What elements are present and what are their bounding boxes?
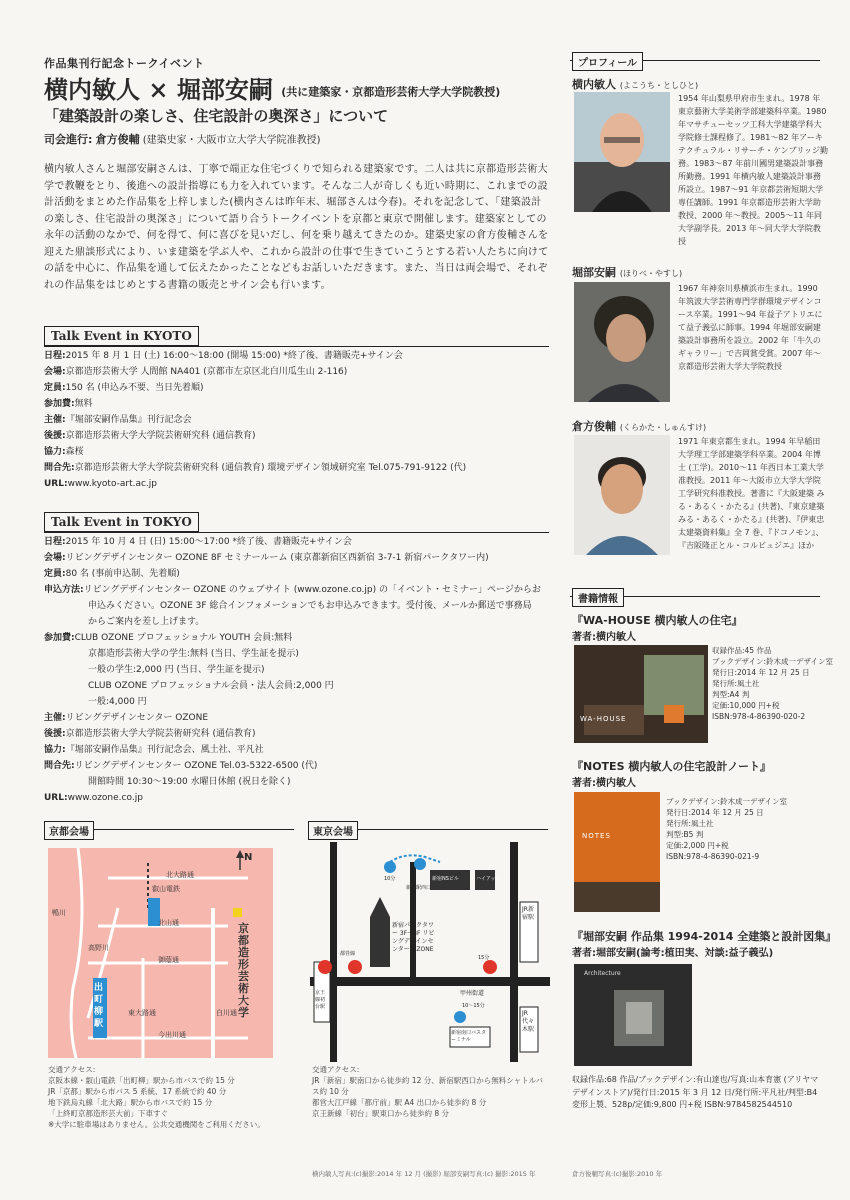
photo-horibe-svg bbox=[574, 282, 670, 402]
kyoto-row bbox=[44, 428, 466, 444]
tokyo-row-label: 申込方法: bbox=[44, 585, 84, 595]
street-label-9: 叡山電鉄 bbox=[152, 885, 180, 893]
tokyo-row-label: 主催: bbox=[44, 713, 66, 723]
photo-kurakata bbox=[574, 435, 670, 555]
kyoto-row-text: 京都造形芸術大学大学院芸術研究科 (通信教育) bbox=[65, 431, 256, 441]
tokyo-row bbox=[44, 646, 541, 662]
bus-stop-label-3: 15分 bbox=[478, 955, 490, 961]
book-cover-horibe-svg bbox=[574, 964, 692, 1066]
tokyo-row-text: リビングデザインセンター OZONE のウェブサイト (www.ozone.co.jp) の「イベント・セミナー」ページからお bbox=[83, 585, 541, 595]
tokyo-row-text: 京都造形芸術大学の学生:無料 (当日、学生証を提示) bbox=[88, 649, 299, 659]
street-label-7: 鴨川 bbox=[52, 909, 66, 917]
tokyo-row bbox=[44, 758, 541, 774]
bio-kurakata: 1971 年東京都生まれ。1994 年早稲田大学理工学部建築学科卒業。2004 年博士 (工学)。2010～11 年西日本工業大学准教授。2011 年～大阪市立大学大学院工学研究科准教授。著書に『大阪建築 みる・あるく・かたる』(共著)、『東京建築 みる・あるく・かたる』(共著)、『伊東忠太建築資料集』全 7 巻、『ドコノモン』、『吉阪隆正とル・コルビュジエ』ほか bbox=[678, 437, 825, 550]
person-kana-kurakata: (くらかた・しゅんすけ) bbox=[619, 423, 707, 432]
kyoto-station-label: 出町柳駅 bbox=[94, 983, 104, 1029]
station-label-4: 都営線 bbox=[340, 951, 356, 957]
photo-kurakata-svg bbox=[574, 435, 670, 555]
book-spec-line: ブックデザイン:鈴木成一デザイン室 bbox=[666, 797, 787, 806]
kyoto-map-label: 京都会場 bbox=[44, 821, 94, 840]
book-spec-line: 発行所:風土社 bbox=[712, 679, 760, 688]
kyoto-row bbox=[44, 444, 466, 460]
landmark-label-2: ハイアット bbox=[476, 876, 501, 882]
tokyo-heading: Talk Event in TOKYO bbox=[44, 512, 199, 532]
book-specs-1 bbox=[712, 645, 833, 722]
north-label: N bbox=[244, 852, 253, 863]
tokyo-row-text: 2015 年 10 月 4 日 (日) 15:00～17:00 *終了後、書籍販売+サイン会 bbox=[65, 537, 352, 547]
road-east bbox=[510, 842, 518, 1062]
tokyo-row bbox=[44, 726, 541, 742]
moderator-line bbox=[44, 131, 321, 147]
tokyo-venue-label: 新宿パークタワー 3F～8F リビングデザインセンター OZONE bbox=[392, 922, 435, 953]
kyoto-row-label: 協力: bbox=[44, 447, 66, 457]
tokyo-row-label: 協力: bbox=[44, 745, 66, 755]
kyoto-row-label: 日程: bbox=[44, 351, 66, 361]
profile-label: プロフィール bbox=[572, 52, 643, 71]
street-label-5: 東大路通 bbox=[128, 1009, 156, 1017]
photo-horibe bbox=[574, 282, 670, 402]
person-name-yokouchi: 横内敏人 bbox=[572, 78, 616, 91]
photo-credits-right: 倉方俊輔写真:(c)撮影:2010 年 bbox=[572, 1170, 663, 1178]
kyoto-row-label: 会場: bbox=[44, 367, 66, 377]
street-label-3: 御蔭通 bbox=[158, 956, 179, 964]
person-name-2 bbox=[572, 264, 682, 280]
tokyo-map bbox=[310, 842, 550, 1062]
landmark-label-4: 新宿南口バスターミナル bbox=[451, 1030, 487, 1043]
tokyo-rule bbox=[44, 532, 549, 533]
book-cover-text-3: Architecture bbox=[584, 970, 621, 977]
event-kicker: 作品集刊行記念トークイベント bbox=[44, 57, 205, 70]
book-cover-wahouse bbox=[574, 645, 708, 743]
kyoto-map bbox=[48, 848, 273, 1058]
book-spec-line: 定価:10,000 円+税 bbox=[712, 701, 780, 710]
moderator-name: 倉方俊輔 bbox=[95, 133, 140, 146]
moderator-label: 司会進行: bbox=[44, 133, 93, 146]
tokyo-row-text: 『堀部安嗣作品集』刊行記念会、風土社、平凡社 bbox=[65, 745, 264, 755]
tokyo-row-text: 一般:4,000 円 bbox=[88, 697, 147, 707]
book-author-1: 著者:横内敏人 bbox=[572, 632, 636, 643]
kyoto-heading: Talk Event in KYOTO bbox=[44, 326, 199, 346]
tokyo-row bbox=[44, 678, 541, 694]
kyoto-row bbox=[44, 460, 466, 476]
photo-yokouchi bbox=[574, 92, 670, 212]
book-spec-line: ブックデザイン:鈴木成一デザイン室 bbox=[712, 657, 833, 666]
tokyo-row bbox=[44, 774, 541, 790]
tokyo-row bbox=[44, 694, 541, 710]
tokyo-details bbox=[44, 534, 541, 806]
tokyo-row-label: 参加費: bbox=[44, 633, 75, 643]
tokyo-row bbox=[44, 630, 541, 646]
street-label-4: 今出川通 bbox=[158, 1031, 186, 1039]
kyoto-row-text: www.kyoto-art.ac.jp bbox=[67, 479, 158, 489]
walk-marker-1 bbox=[348, 960, 362, 974]
street-label-6: 白川通 bbox=[216, 1009, 237, 1017]
person-kana-horibe: (ほりべ・やすし) bbox=[619, 269, 683, 278]
tokyo-row-text: リビングデザインセンター OZONE bbox=[65, 713, 209, 723]
event-subtitle: 「建築設計の楽しさ、住宅設計の奥深さ」について bbox=[44, 107, 389, 125]
tokyo-row-text: 80 名 (事前申込制、先着順) bbox=[65, 569, 180, 579]
tokyo-row-text: 一般の学生:2,000 円 (当日、学生証を提示) bbox=[88, 665, 265, 675]
person-kana-yokouchi: (よこうち・としひと) bbox=[619, 81, 699, 90]
photo-yokouchi-svg bbox=[574, 92, 670, 212]
book-cover-notes bbox=[574, 792, 660, 912]
book-title-2: 『NOTES 横内敏人の住宅設計ノート』 bbox=[572, 760, 771, 773]
person-name-horibe: 堀部安嗣 bbox=[572, 266, 616, 279]
book-specs-2 bbox=[666, 796, 787, 862]
book-spec-line: 収録作品:45 作品 bbox=[712, 646, 772, 655]
venue-marker bbox=[233, 908, 242, 917]
tokyo-row-text: www.ozone.co.jp bbox=[67, 793, 143, 803]
book-spec-line: ISBN:978-4-86390-021-9 bbox=[666, 852, 760, 861]
bus-stop-2 bbox=[414, 858, 426, 870]
kyoto-row-label: 問合先: bbox=[44, 463, 75, 473]
kyoto-details bbox=[44, 348, 466, 492]
tokyo-row bbox=[44, 534, 541, 550]
photo-credits-left: 横内敏人写真:(c)撮影:2014 年 12 月 (撮影) 堀部安嗣写真:(c) 撮影:2015 年 bbox=[312, 1170, 536, 1178]
tokyo-row-text: 京都造形芸術大学大学院芸術研究科 (通信教育) bbox=[65, 729, 256, 739]
tokyo-row-text: リビングデザインセンター OZONE 8F セミナールーム (東京都新宿区西新宿 3-7-1 新宿パークタワー内) bbox=[65, 553, 489, 563]
kyoto-access-notes: 交通アクセス: 京阪本線・叡山電鉄「出町柳」駅から市バスで約 15 分 JR「京都」駅から市バス 5 系統、17 系統で約 40 分 地下鉄烏丸線「北大路」駅から市バスで約 15 分 「上終町京都造形芸大前」下車すぐ ※大学に駐車場はありません。公共交通機関をご利用ください。 bbox=[48, 1065, 265, 1129]
kyoto-row-label: 後援: bbox=[44, 431, 66, 441]
kyoto-row-text: 無料 bbox=[74, 399, 93, 409]
tokyo-row-text: CLUB OZONE プロフェッショナル会員・法人会員:2,000 円 bbox=[88, 681, 334, 691]
station-label-2: JR代々木駅 bbox=[522, 1010, 535, 1033]
person-name-kurakata: 倉方俊輔 bbox=[572, 420, 616, 433]
book-details-3: 収録作品:68 作品/ブックデザイン:有山達也/写真:山本育憲 (アリヤマデザインストア)/発行日:2015 年 3 月 12 日/発行所:平凡社/判型:B4 変形上製、528p/定価:9,800 円+税 ISBN:9784582544510 bbox=[572, 1075, 819, 1109]
kyoto-section-header bbox=[44, 326, 549, 350]
event-title bbox=[44, 70, 500, 105]
tokyo-row-label: 定員: bbox=[44, 569, 66, 579]
tokyo-row-label: URL: bbox=[44, 793, 68, 803]
kyoto-row-text: 150 名 (申込み不要、当日先着順) bbox=[65, 383, 204, 393]
tokyo-access-notes: 交通アクセス: JR「新宿」駅南口から徒歩約 12 分、新宿駅西口から無料シャトルバス約 10 分 都営大江戸線「都庁前」駅 A4 出口から徒歩約 8 分 京王新線「初台」駅東口から徒歩約 8 分 bbox=[312, 1065, 544, 1118]
kyoto-row bbox=[44, 476, 466, 492]
kyoto-row-text: 森桜 bbox=[65, 447, 84, 457]
book-author-3: 著者:堀部安嗣(論考:植田実、対談:益子義弘) bbox=[572, 948, 774, 959]
tokyo-row-text: リビングデザインセンター OZONE Tel.03-5322-6500 (代) bbox=[74, 761, 318, 771]
tokyo-row-text: 開館時間 10:30～19:00 水曜日休館 (祝日を除く) bbox=[88, 777, 291, 787]
kyoto-row-text: 2015 年 8 月 1 日 (土) 16:00～18:00 (開場 15:00) *終了後、書籍販売+サイン会 bbox=[65, 351, 403, 361]
book-spec-line: 定価:2,000 円+税 bbox=[666, 841, 729, 850]
bus-stop-label-2: 10分 bbox=[384, 876, 396, 882]
street-label-2: 北山通 bbox=[158, 919, 179, 927]
book-cover-wahouse-svg bbox=[574, 645, 708, 743]
kyoto-row bbox=[44, 380, 466, 396]
tokyo-row bbox=[44, 742, 541, 758]
books-label: 書籍情報 bbox=[572, 588, 624, 607]
bus-stop-3 bbox=[454, 1011, 466, 1023]
bus-stop-1 bbox=[384, 861, 396, 873]
tokyo-row bbox=[44, 710, 541, 726]
tokyo-row-label: 日程: bbox=[44, 537, 66, 547]
tokyo-row-label: 後援: bbox=[44, 729, 66, 739]
title-names: 横内敏人 × 堀部安嗣 bbox=[44, 75, 273, 104]
tokyo-row-text: 申込みください。OZONE 3F 総合インフォメーションでもお申込みできます。受付後、メールか郵送で事務局 bbox=[88, 601, 532, 611]
walk-marker-2 bbox=[483, 960, 497, 974]
book-spec-line: ISBN:978-4-86390-020-2 bbox=[712, 712, 806, 721]
kyoto-row-text: 京都造形芸術大学大学院芸術研究科 (通信教育) 環境デザイン領域研究室 Tel.075-791-9122 (代) bbox=[74, 463, 467, 473]
book-title-3: 『堀部安嗣 作品集 1994-2014 全建築と設計図集』 bbox=[572, 930, 837, 943]
tokyo-row bbox=[44, 662, 541, 678]
tokyo-row bbox=[44, 582, 541, 598]
person-name-3 bbox=[572, 418, 706, 434]
kyoto-venue-label: 京都造形芸術大学 bbox=[238, 922, 249, 1019]
kyoto-row bbox=[44, 364, 466, 380]
book-cover-horibe bbox=[574, 964, 692, 1066]
tokyo-section-header bbox=[44, 512, 549, 536]
kyoto-row bbox=[44, 348, 466, 364]
kyoto-rule bbox=[44, 346, 549, 347]
walk-marker-3 bbox=[318, 960, 332, 974]
intro-paragraph: 横内敏人さんと堀部安嗣さんは、丁寧で端正な住宅づくりで知られる建築家です。二人は共に京都造形芸術大学で教鞭をとり、後進への設計指導にも力を入れています。そんな二人が奇しくも近い時期に、これまでの設計活動をまとめた作品集を上梓しました(横内さんは昨年末、堀部さんは今春)。それを記念して、「建築設計の楽しさ、住宅設計の奥深さ」について語り合うトークイベントを京都と東京で開催します。建築家としての永年の活動のなかで、何を得て、何に喜びを見いだし、何を乗り越えてきたのか。建築史家の倉方俊輔さんを迎えた鼎談形式により、いま建築を学ぶ人や、これから設計の仕事で生きていこうとする若い人たちに向けての話を中心に、作品集を通して伝えたかったことなどもお話しいただきます。また、当日は両会場で、それぞれの作品集をはじめとする書籍の販売とサイン会も行います。 bbox=[44, 164, 549, 291]
tokyo-row-label: 会場: bbox=[44, 553, 66, 563]
kyoto-row-label: 参加費: bbox=[44, 399, 75, 409]
book-spec-line: 発行日:2014 年 12 月 25 日 bbox=[666, 808, 764, 817]
book-cover-text-2: NOTES bbox=[582, 832, 611, 840]
book-author-2: 著者:横内敏人 bbox=[572, 778, 636, 789]
tokyo-row-label: 問合先: bbox=[44, 761, 75, 771]
kyoto-row-label: 主催: bbox=[44, 415, 66, 425]
person-name-1 bbox=[572, 76, 698, 92]
street-label-8: 高野川 bbox=[88, 944, 109, 952]
station-label-1: JR新宿駅 bbox=[522, 906, 535, 921]
landmark-label-3: 甲州街道 bbox=[460, 990, 485, 997]
book-spec-line: 判型:A4 判 bbox=[712, 690, 750, 699]
bio-horibe: 1967 年神奈川県横浜市生まれ。1990 年筑波大学芸術専門学群環境デザインコース卒業。1991～94 年益子アトリエにて益子義弘に師事。1994 年堀部安嗣建築設計事務所を設立。2002 年「牛久のギャラリー」で吉岡賞受賞。2007 年～京都造形芸術大学大学院教授 bbox=[678, 284, 823, 371]
tokyo-row-text: からご案内を差し上げます。 bbox=[88, 617, 205, 627]
tokyo-map-label: 東京会場 bbox=[308, 821, 358, 840]
street-label-1: 北大路通 bbox=[166, 871, 194, 879]
tokyo-row bbox=[44, 598, 541, 614]
book-spec-line: 判型:B5 判 bbox=[666, 830, 704, 839]
tokyo-row bbox=[44, 566, 541, 582]
kyoto-row bbox=[44, 412, 466, 428]
tokyo-row bbox=[44, 790, 541, 806]
tokyo-row bbox=[44, 550, 541, 566]
kyoto-row bbox=[44, 396, 466, 412]
station-label-3: 京王線初台駅 bbox=[315, 990, 326, 1010]
kyoto-row-text: 『堀部安嗣作品集』刊行記念会 bbox=[65, 415, 192, 425]
tokyo-row-text: CLUB OZONE プロフェッショナル YOUTH 会員:無料 bbox=[74, 633, 293, 643]
kyoto-row-text: 京都造形芸術大学 人間館 NA401 (京都市左京区北白川瓜生山 2-116) bbox=[65, 367, 348, 377]
book-spec-line: 発行所:風土社 bbox=[666, 819, 714, 828]
kyoto-row-label: 定員: bbox=[44, 383, 66, 393]
bus-stop-label-1: 新宿駅西口 bbox=[406, 885, 432, 891]
title-affiliation: (共に建築家・京都造形芸術大学大学院教授) bbox=[281, 85, 501, 99]
book-cover-text-1: WA-HOUSE bbox=[580, 715, 627, 723]
bus-stop-label-4: 10～15分 bbox=[462, 1003, 485, 1009]
book-cover-notes-svg bbox=[574, 792, 660, 912]
tokyo-row bbox=[44, 614, 541, 630]
book-spec-line: 発行日:2014 年 12 月 25 日 bbox=[712, 668, 810, 677]
road-west bbox=[330, 842, 337, 1062]
moderator-affiliation: (建築史家・大阪市立大学大学院准教授) bbox=[142, 135, 321, 146]
book-title-1: 『WA-HOUSE 横内敏人の住宅』 bbox=[572, 614, 743, 627]
kyoto-row-label: URL: bbox=[44, 479, 68, 489]
bio-yokouchi: 1954 年山梨県甲府市生まれ。1978 年東京藝術大学美術学部建築科卒業。1980 年マサチューセッツ工科大学建築学科大学院修士課程修了。1981～82 年アーキテクチュラル・リサーチ・ケンブリッジ勤務。1983～87 年前川國男建築設計事務所勤務。1991 年横内敏人建築設計事務所設立。1987～91 年京都芸術短期大学専任講師。1991 年京都造形芸術大学助教授、2000 年～教授。2005～11 年同大学副学長。2013 年～同大学大学院教授 bbox=[678, 94, 828, 246]
landmark-label-1: 新宿NSビル bbox=[432, 876, 459, 882]
